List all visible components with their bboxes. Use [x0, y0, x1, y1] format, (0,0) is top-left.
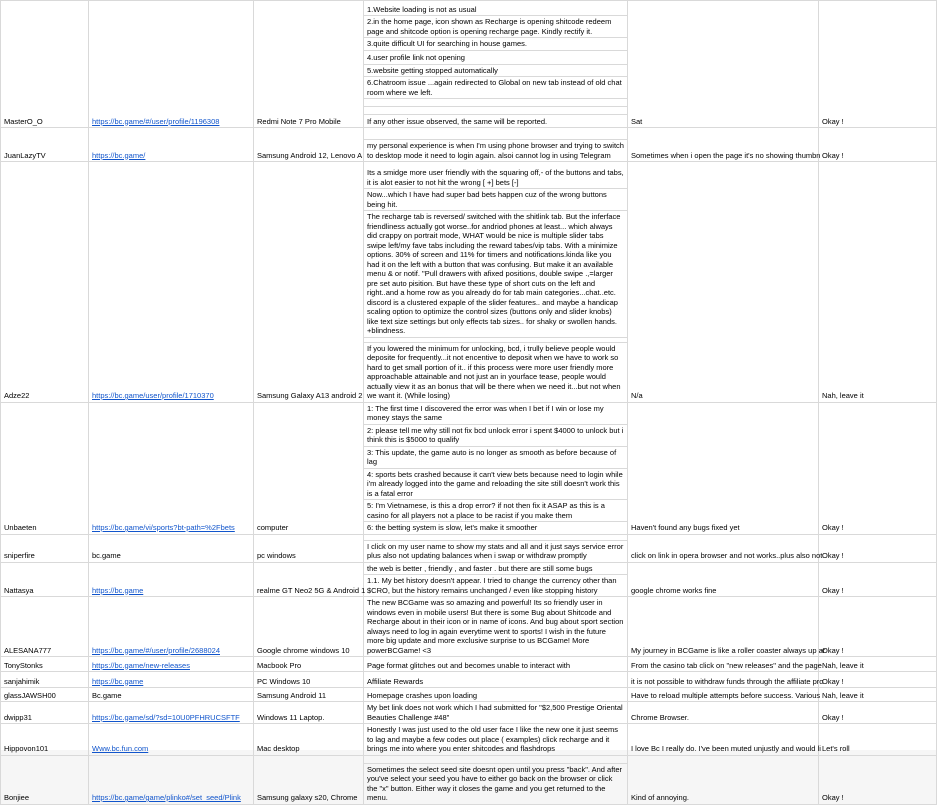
feedback-cell[interactable]: Now...which I have had super bad bets happen cuz of the wrong buttons being hit.: [364, 189, 628, 211]
feedback-cell[interactable]: 5.website getting stopped automatically: [364, 64, 628, 77]
url-text: bc.game: [92, 551, 121, 560]
feedback-cell[interactable]: 2.in the home page, icon shown as Recharge is opening shitcode redeem page and shitcode option is opening recharge page. Kindly rectify it.: [364, 16, 628, 38]
username-cell[interactable]: sanjahimik: [1, 672, 89, 688]
feedback-cell[interactable]: 1.Website loading is not as usual: [364, 1, 628, 16]
sheet-row: [1, 724, 937, 756]
sheet-row: [1, 402, 937, 424]
url-cell[interactable]: [89, 534, 254, 562]
decision-cell[interactable]: Okay !: [819, 672, 937, 688]
notes-cell[interactable]: Have to reload multiple attempts before success. Various: [628, 688, 819, 702]
device-cell[interactable]: Samsung Android 11: [254, 688, 364, 702]
decision-cell[interactable]: Okay !: [819, 702, 937, 724]
decision-cell[interactable]: Nah, leave it: [819, 688, 937, 702]
decision-cell[interactable]: Okay !: [819, 1, 937, 128]
feedback-cell[interactable]: Its a smidge more user friendly with the squaring off,- of the buttons and tabs, it is alot easier to not hit the wrong [ +] bets [-]: [364, 162, 628, 189]
feedback-cell[interactable]: 5: I'm Vietnamese, is this a drop error? if not then fix it ASAP as this is a casino for all players not a place to be racist if you make them: [364, 500, 628, 522]
feedback-cell[interactable]: Page format glitches out and becomes unable to interact with: [364, 657, 628, 672]
notes-cell[interactable]: From the casino tab click on "new releases" and the page: [628, 657, 819, 672]
decision-cell[interactable]: Nah, leave it: [819, 657, 937, 672]
feedback-cell[interactable]: Honestly I was just used to the old user face I like the new one it just seems to lag and maybe a few codes out place ( examples) click recharge and it brings me into where you enter shitcodes and flashdrops: [364, 724, 628, 756]
sheet-row: [1, 672, 937, 688]
feedback-cell[interactable]: [364, 107, 628, 115]
url-cell[interactable]: [89, 672, 254, 688]
feedback-cell[interactable]: 4: sports bets crashed because it can't view bets because need to login while i'm already logged into the game and reloading the site still doesn't work this is a fatal error: [364, 468, 628, 500]
decision-cell[interactable]: Okay !: [819, 402, 937, 534]
notes-cell[interactable]: Kind of annoying.: [628, 755, 819, 804]
notes-cell[interactable]: Haven't found any bugs fixed yet: [628, 402, 819, 534]
decision-cell[interactable]: Okay !: [819, 562, 937, 597]
url-link[interactable]: https://bc.game/#/user/profile/2688024: [92, 645, 220, 655]
username-cell[interactable]: Adze22: [1, 162, 89, 403]
sheet-row: [1, 688, 937, 702]
url-cell[interactable]: [89, 702, 254, 724]
feedback-cell[interactable]: 3.quite difficult UI for searching in house games.: [364, 38, 628, 51]
decision-cell[interactable]: Let's roll: [819, 724, 937, 756]
url-cell[interactable]: [89, 562, 254, 597]
username-cell[interactable]: dwipp31: [1, 702, 89, 724]
feedback-cell[interactable]: 6: the betting system is slow, let's make it smoother: [364, 522, 628, 535]
url-cell[interactable]: [89, 402, 254, 534]
sheet-row: [1, 597, 937, 657]
sheet-row: [1, 162, 937, 189]
feedback-cell[interactable]: If you lowered the minimum for unlocking, bcd, i trully believe people would deposite for frequently...it not encentive to deposit when we have to work so hard to get small portion of it.. if this process were more user friendly more approachable attainable and not just an in yourface tease, people would actually view it as an bonus that will be there when we need it...but not when we want it. (While losing): [364, 342, 628, 402]
feedback-cell[interactable]: my personal experience is when I'm using phone browser and trying to switch to desktop mode it need to login again. alsoi cannot log in using Telegram: [364, 140, 628, 162]
device-cell[interactable]: Samsung galaxy s20, Chrome: [254, 755, 364, 804]
username-cell[interactable]: Nattasya: [1, 562, 89, 597]
device-cell[interactable]: Google chrome windows 10: [254, 597, 364, 657]
url-link[interactable]: https://bc.game/new-releases: [92, 660, 190, 670]
url-link[interactable]: https://bc.game/: [92, 150, 146, 160]
username-cell[interactable]: TonyStonks: [1, 657, 89, 672]
decision-cell[interactable]: Okay !: [819, 128, 937, 162]
url-link[interactable]: https://bc.game: [92, 676, 144, 686]
notes-cell[interactable]: Sometimes when i open the page it's no showing thumbn: [628, 128, 819, 162]
decision-cell[interactable]: Nah, leave it: [819, 162, 937, 403]
feedback-cell[interactable]: My bet link does not work which I had submitted for "$2,500 Prestige Oriental Beauties Challenge #48": [364, 702, 628, 724]
feedback-cell[interactable]: [364, 99, 628, 107]
feedback-cell[interactable]: The new BCGame was so amazing and powerful! Its so friendly user in windows even in mobile users! But there is some Bug about Shitcode and Recharge about in their icon or in name of icons. And bug about sport section always need to log in again everytime went to sports! I wish in the future more big update and more exclusive surprise to us BCGame! More powerBCGame! <3: [364, 597, 628, 657]
sheet-row: [1, 1, 937, 16]
device-cell[interactable]: realme GT Neo2 5G & Android 1: [254, 562, 364, 597]
username-cell[interactable]: ALESANA777: [1, 597, 89, 657]
sheet-body: [1, 1, 937, 805]
notes-cell[interactable]: I love Bc I really do. I've been muted unjustly and would li: [628, 724, 819, 756]
feedback-cell[interactable]: Homepage crashes upon loading: [364, 688, 628, 702]
decision-cell[interactable]: Okay !: [819, 755, 937, 804]
notes-cell[interactable]: Sat: [628, 1, 819, 128]
feedback-cell[interactable]: The recharge tab is reversed/ switched with the shitlink tab. But the inferface friendliness actually got worse..for andriod phones at least... which always did crappy on portrait mode, WHAT would be nice is multiple slider tabs swipe left/my fave tabs including the reward tabes/vip tabs. With a minimize options. 30% of screen and 11% for timers and notifications.kinda like you had it on the left with a button that was confusing. But make it an available menu & or notif. "Pull drawers with afixed positions, double swipe .,=larger pre set auto pisition. But have these type of short cuts on the left and right..and a home row as you already do for tab main categories...chat..etc. discord is a clustered expaple of the slider features.. and maybe a handicap scaling option to optimize the control sizes (buttons only and slider knobs) like text size settings but only effects tab sizes.. for shaky or swollen hands. +blindness.: [364, 211, 628, 338]
sheet-row: [1, 702, 937, 724]
url-cell[interactable]: [89, 724, 254, 756]
url-link[interactable]: https://bc.game/game/plinko#/set_seed/Plink: [92, 793, 241, 802]
notes-cell[interactable]: My journey in BCGame is like a roller coaster always up ar: [628, 597, 819, 657]
device-cell[interactable]: Redmi Note 7 Pro Mobile: [254, 1, 364, 128]
url-text: Bc.game: [92, 690, 122, 700]
sheet-row: [1, 562, 937, 575]
device-cell[interactable]: Windows 11 Laptop.: [254, 702, 364, 724]
sheet-row: [1, 128, 937, 140]
device-cell[interactable]: Mac desktop: [254, 724, 364, 756]
decision-cell[interactable]: Okay !: [819, 597, 937, 657]
notes-cell[interactable]: Chrome Browser.: [628, 702, 819, 724]
url-cell[interactable]: [89, 162, 254, 403]
device-cell[interactable]: computer: [254, 402, 364, 534]
feedback-cell[interactable]: the web is better , friendly , and faster . but there are still some bugs: [364, 562, 628, 575]
feedback-cell[interactable]: [364, 755, 628, 763]
device-cell[interactable]: Macbook Pro: [254, 657, 364, 672]
feedback-cell[interactable]: 4.user profile link not opening: [364, 50, 628, 64]
url-link[interactable]: https://bc.game/sd/?sd=10U0PFHRUCSFTF: [92, 712, 240, 722]
device-cell[interactable]: Samsung Android 12, Lenovo A: [254, 128, 364, 162]
feedback-cell[interactable]: 3: This update, the game auto is no longer as smooth as before because of lag: [364, 446, 628, 468]
url-cell[interactable]: [89, 597, 254, 657]
url-link[interactable]: https://bc.game/user/profile/1710370: [92, 391, 214, 400]
feedback-cell[interactable]: If any other issue observed, the same will be reported.: [364, 115, 628, 128]
url-cell[interactable]: [89, 755, 254, 804]
url-link[interactable]: Www.bc.fun.com: [92, 744, 149, 753]
feedback-cell[interactable]: Sometimes the select seed site doesnt open until you press "back". And after you've select your seed you have to either go back on the browser or click the "x" button. Either way it closes the game and you get returned to the menu.: [364, 763, 628, 804]
notes-cell[interactable]: google chrome works fine: [628, 562, 819, 597]
username-cell[interactable]: MasterO_O: [1, 1, 89, 128]
username-cell[interactable]: Unbaeten: [1, 402, 89, 534]
sheet-row: [1, 657, 937, 672]
feedback-cell[interactable]: 1.1. My bet history doesn't appear. I tried to change the currency other than $CRO, but the history remains unchanged / even like stopping history: [364, 575, 628, 597]
device-cell[interactable]: pc windows: [254, 534, 364, 562]
username-cell[interactable]: sniperfire: [1, 534, 89, 562]
username-cell[interactable]: Hippovon101: [1, 724, 89, 756]
sheet-row: [1, 755, 937, 763]
device-cell[interactable]: Samsung Galaxy A13 android 2: [254, 162, 364, 403]
username-cell[interactable]: Bonjiee: [1, 755, 89, 804]
feedback-cell[interactable]: 6.Chatroom issue ...again redirected to Global on new tab instead of old chat room where we left.: [364, 77, 628, 99]
device-cell[interactable]: PC Windows 10: [254, 672, 364, 688]
feedback-cell[interactable]: [364, 128, 628, 140]
decision-cell[interactable]: Okay !: [819, 534, 937, 562]
feedback-cell[interactable]: 2: please tell me why still not fix bcd unlock error i spent $4000 to unlock but i think this is $5000 to qualify: [364, 424, 628, 446]
notes-cell[interactable]: N/a: [628, 162, 819, 403]
url-link[interactable]: https://bc.game: [92, 585, 144, 595]
notes-cell[interactable]: it is not possible to withdraw funds through the affiliate pro: [628, 672, 819, 688]
username-cell[interactable]: JuanLazyTV: [1, 128, 89, 162]
feedback-cell[interactable]: Affiliate Rewards: [364, 672, 628, 688]
feedback-cell[interactable]: 1: The first time I discovered the error was when I bet if I win or lose my money stays the same: [364, 402, 628, 424]
username-cell[interactable]: glassJAWSH00: [1, 688, 89, 702]
url-link[interactable]: https://bc.game/#/user/profile/1196308: [92, 116, 220, 126]
notes-cell[interactable]: click on link in opera browser and not works..plus also not: [628, 534, 819, 562]
url-link[interactable]: https://bc.game/vi/sports?bt-path=%2Fbets: [92, 523, 235, 532]
feedback-cell[interactable]: I click on my user name to show my stats and all and it just says service error plus also not updating balances when i swap or withdraw promptly: [364, 540, 628, 562]
url-cell[interactable]: [89, 657, 254, 672]
url-cell[interactable]: [89, 128, 254, 162]
url-cell[interactable]: [89, 688, 254, 702]
url-cell[interactable]: [89, 1, 254, 128]
